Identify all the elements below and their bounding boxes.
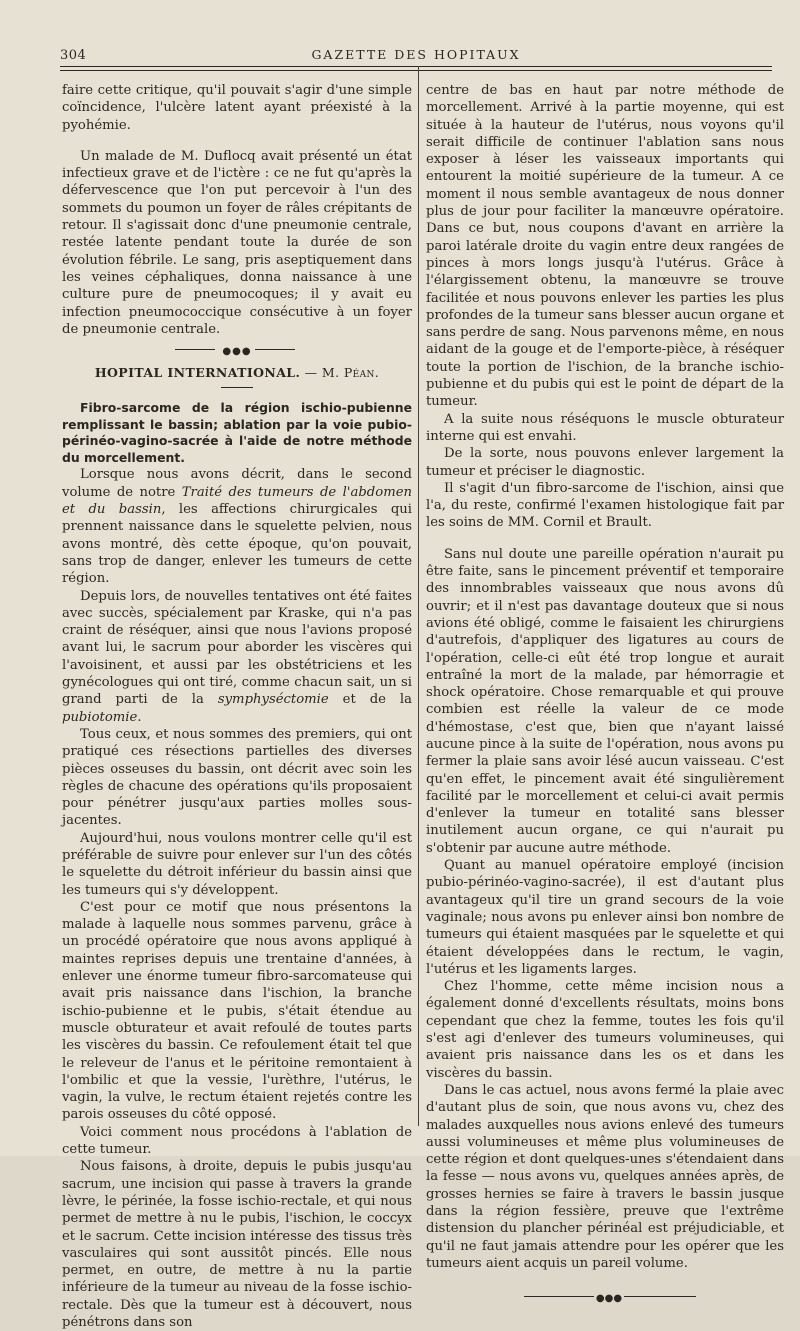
column-divider — [418, 66, 419, 1126]
paragraph: faire cette critique, qu'il pouvait s'agir d'une simple coïncidence, l'ulcère latent ayant préexisté à la pyohémie. — [62, 83, 412, 133]
paragraph: Un malade de M. Duflocq avait présenté un état infectieux grave et de l'ictère : ce ne fut qu'après la défervescence que l'on put percevoir à l'un des sommets du poumon un foyer de râles crépitants de retour. Il s'agissait donc d'une pneumonie centrale, restée latente pendant toute la durée de son évolution fébrile. Le sang, pris aseptiquement dans les veines céphaliques, donna naissance à une culture pure de pneumocoques; il y avait eu infection pneumococcique consécutive à un foyer de pneumonie centrale. — [62, 148, 412, 337]
paragraph: Sans nul doute une pareille opération n'aurait pu être faite, sans le pincement préventif et temporaire des innombrables vaisseaux que nous avons dû ouvrir; et il n'est pas davantage douteux que si nous avions été obligé, comme le faisaient les chirurgiens d'autrefois, d'appliquer des ligatures au cours de l'opération, celle-ci eût été trop longue et aurait entraîné la mort de la malade, par hémorragie et shock opératoire. Chose remarquable et qui prouve combien est réelle la valeur de ce mode d'hémostase, c'est que, bien que n'ayant laissé aucune pince à la suite de l'opération, nous avons pu fermer la plaie sans avoir lésé aucun vaisseau. C'est qu'en effet, le pincement avait été singulièrement facilité par le morcellement et celui-ci avait permis d'enlever la tumeur en totalité sans blesser inutilement aucun organe, ce qui n'aurait pu s'obtenir par aucune autre méthode. — [426, 546, 784, 856]
paragraph: Lorsque nous avons décrit, dans le second volume de notre Traité des tumeurs de l'abdomen et du bassin, les affections chirurgicales qui prennent naissance dans le squelette pelvien, nous avons montré, dès cette époque, qu'on pouvait, sans trop de danger, enlever les tumeurs de cette région. — [62, 467, 412, 587]
paragraph: Depuis lors, de nouvelles tentatives ont été faites avec succès, spécialement par Kraske, qui n'a pas craint de réséquer, ainsi que nous l'avions proposé avant lui, le sacrum pour aborder les viscères qui l'avoisinent, et aussi par les obstétriciens et les gynécologues qui ont tiré, comme chacun sait, un si grand parti de la symphyséctomie et de la pubiotomie. — [62, 588, 412, 725]
paragraph: Tous ceux, et nous sommes des premiers, qui ont pratiqué ces résections partielles des diverses pièces osseuses du bassin, ont décrit avec soin les règles de chacune des opérations qu'ils proposaient pour pénétrer jusqu'aux parties molles sous-jacentes. — [62, 726, 412, 829]
page-number: 304 — [60, 48, 87, 63]
paragraph: De la sorte, nous pouvons enlever largement la tumeur et préciser le diagnostic. — [426, 446, 784, 479]
end-ornament: ●●● — [426, 1290, 784, 1304]
paragraph: Il s'agit d'un fibro-sarcome de l'ischion, ainsi que l'a, du reste, confirmé l'examen histologique fait par les soins de MM. Cornil et Brault. — [426, 480, 784, 531]
paragraph: centre de bas en haut par notre méthode de morcellement. Arrivé à la partie moyenne, qui est située à la hauteur de l'utérus, nous voyons qu'il serait difficile de continuer l'ablation sans nous exposer à léser les vaisseaux importants qui entourent la moitié supérieure de la tumeur. A ce moment il nous semble avantageux de nous donner plus de jour pour faciliter la manœuvre opératoire. Dans ce but, nous coupons d'avant en arrière la paroi latérale droite du vagin entre deux rangées de pinces à mors longs jusqu'à l'utérus. Grâce à l'élargissement obtenu, la manœuvre se trouve facilitée et nous pouvons enlever les parties les plus profondes de la tumeur sans blesser aucun organe et sans perdre de sang. Nous parvenons même, en nous aidant de la gouge et de l'emporte-pièce, à réséquer toute la portion de l'ischion, de la branche ischio-pubienne et du pubis qui est le point de départ de la tumeur. — [426, 83, 784, 410]
paragraph: Nous faisons, à droite, depuis le pubis jusqu'au sacrum, une incision qui passe à travers la grande lèvre, le périnée, la fosse ischio-rectale, et qui nous permet de mettre à nu le pubis, l'ischion, le coccyx et le sacrum. Cette incision intéresse des tissus très vasculaires qui sont aussitôt pincés. Elle nous permet, en outre, de mettre à nu la partie inférieure de la tumeur au niveau de la fosse ischio-rectale. Dès que la tumeur est à découvert, nous pénétrons dans son — [62, 1159, 412, 1330]
paragraph: Aujourd'hui, nous voulons montrer celle qu'il est préférable de suivre pour enlever sur l'un des côtés le squelette du détroit inférieur du bassin ainsi que les tumeurs qui s'y développent. — [62, 830, 412, 898]
paragraph: Quant au manuel opératoire employé (incision pubio-périnéo-vagino-sacrée), il est d'autant plus avantageux qu'il tire un grand secours de la voie vaginale; nous avons pu enlever ainsi bon nombre de tumeurs qui étaient masquées par le squelette et qui étaient développées dans le rectum, le vagin, l'utérus et les ligaments larges. — [426, 858, 784, 977]
paragraph: Voici comment nous procédons à l'ablation de cette tumeur. — [62, 1124, 412, 1158]
section-heading — [62, 364, 412, 381]
left-column — [62, 82, 412, 1331]
header-rule-top — [60, 66, 772, 67]
paragraph: A la suite nous réséquons le muscle obturateur interne qui est envahi. — [426, 411, 784, 444]
paragraph: Chez l'homme, cette même incision nous a également donné d'excellents résultats, moins bons cependant que chez la femme, toutes les fois qu'il s'est agi d'enlever des tumeurs volumineuses, qui avaient pris naissance dans les os et dans les viscères du bassin. — [426, 979, 784, 1081]
journal-title: GAZETTE DES HOPITAUX — [311, 47, 521, 62]
article-title: Fibro-sarcome de la région ischio-pubienne remplissant le bassin; ablation par la voie pubio-périnéo-vagino-sacrée à l'aide de notre méthode du morcellement. — [62, 400, 412, 465]
right-column — [426, 82, 784, 1304]
paragraph: C'est pour ce motif que nous présentons la malade à laquelle nous sommes parvenu, grâce à un procédé opératoire que nous avons appliqué à maintes reprises depuis une trentaine d'années, à enlever une énorme tumeur fibro-sarcomateuse qui avait pris naissance dans l'ischion, la branche ischio-pubienne et le pubis, s'était étendue au muscle obturateur et avait refoulé de toutes parts les viscères du bassin. Ce refoulement était tel que le releveur de l'anus et le péritoine remontaient à l'ombilic et que la vessie, l'urèthre, l'utérus, le vagin, la vulve, le rectum étaient rejetés contre les parois osseuses du côté opposé. — [62, 899, 412, 1123]
book-title: Traité des tumeurs de l'abdomen et du bassin — [62, 484, 412, 518]
section-ornament: ●●● — [62, 344, 412, 356]
paragraph: Dans le cas actuel, nous avons fermé la plaie avec d'autant plus de soin, que nous avons vu, chez des malades auxquelles nous avions enlevé des tumeurs aussi volumineuses et même plus volumineuses de cette région et dont quelques-unes s'étendaient dans la fesse — nous avons vu, quelques années après, de grosses hernies se faire à travers le bassin jusque dans la région fessière, preuve que l'extrême distension du plancher périnéal est préjudiciable, et qu'il ne faut jamais attendre pour les opérer que les tumeurs aient acquis un pareil volume. — [426, 1082, 784, 1271]
section-author: — M. Péan. — [304, 365, 380, 381]
section-rule — [221, 387, 253, 388]
header-rule-bottom — [60, 70, 772, 71]
section-title: HOPITAL INTERNATIONAL. — [94, 365, 301, 381]
page-header — [60, 44, 772, 66]
